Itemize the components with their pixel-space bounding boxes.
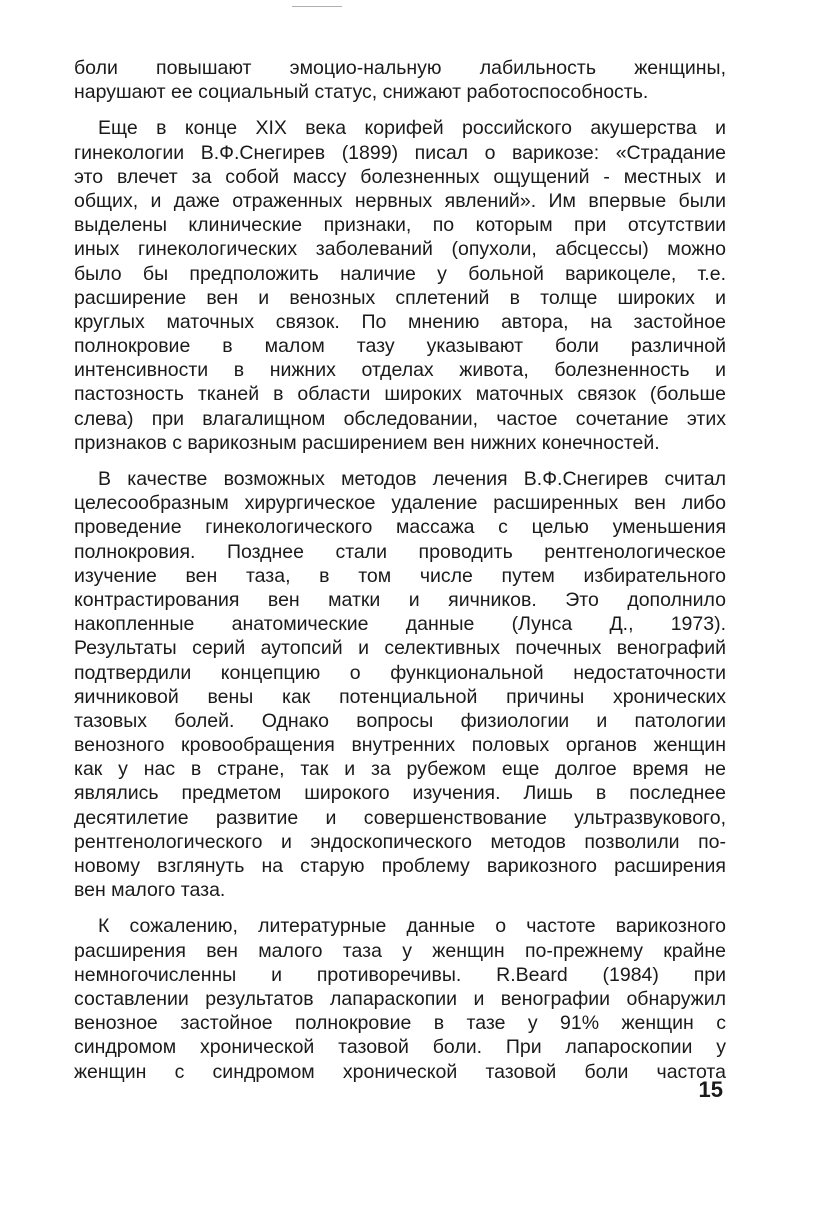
text-line: иных гинекологических заболеваний (опухоли, абсцессы) можно — [74, 238, 726, 261]
page-body — [74, 56, 726, 1084]
text-line: яичниковой вены как потенциальной причины хронических — [74, 685, 726, 708]
text-line: тазовых болей. Однако вопросы физиологии и патологии — [74, 709, 726, 732]
text-line: расширения вен малого таза у женщин по-прежнему крайне — [74, 939, 726, 962]
text-line: венозное застойное полнокровие в тазе у 91% женщин с — [74, 1012, 726, 1035]
text-line: контрастирования вен матки и яичников. Это дополнило — [74, 588, 726, 611]
top-rule — [292, 6, 342, 7]
text-line: рентгенологического и эндоскопического методов позволили по- — [74, 830, 726, 853]
text-line: вен малого таза. — [74, 879, 226, 902]
paragraph-2 — [74, 116, 726, 455]
text-line: слева) при влагалищном обследовании, частое сочетание этих — [74, 407, 726, 430]
text-line: признаков с варикозным расширением вен нижних конечностей. — [74, 431, 660, 454]
text-line: целесообразным хирургическое удаление расширенных вен либо — [74, 492, 726, 515]
text-line: как у нас в стране, так и за рубежом еще долгое время не — [74, 758, 726, 781]
text-line: новому взглянуть на старую проблему варикозного расширения — [74, 855, 726, 877]
text-line: полнокровия. Позднее стали проводить рентгенологическое — [74, 540, 726, 563]
text-line: полнокровие в малом тазу указывают боли различной — [74, 335, 726, 358]
text-line: десятилетие развитие и совершенствование ультразвукового, — [74, 806, 726, 829]
text-line: подтвердили концепцию о функциональной недостаточности — [74, 661, 726, 684]
text-line: Еще в конце XIX века корифей российского акушерства и — [98, 117, 726, 140]
paragraph-3 — [74, 467, 726, 902]
text-line: нарушают ее социальный статус, снижают работоспособность. — [74, 81, 649, 104]
text-line: гинекологии В.Ф.Снегирев (1899) писал о варикозе: «Страдание — [74, 141, 726, 164]
text-line: синдромом хронической тазовой боли. При лапароскопии у — [74, 1036, 726, 1059]
text-line: составлении результатов лапараскопии и венографии обнаружил — [74, 987, 726, 1010]
page-number: 15 — [698, 1077, 723, 1102]
text-line: проведение гинекологического массажа с целью уменьшения — [74, 516, 726, 539]
text-line: Результаты серий аутопсий и селективных почечных венографий — [74, 637, 726, 660]
text-line: было бы предположить наличие у больной варикоцеле, т.е. — [74, 262, 726, 285]
text-line: круглых маточных связок. По мнению автора, на застойное — [74, 310, 726, 333]
text-line: женщин с синдромом хронической тазовой боли частота — [74, 1060, 726, 1083]
text-line: расширение вен и венозных сплетений в толще широких и — [74, 286, 726, 309]
text-line: интенсивности в нижних отделах живота, болезненность и — [74, 359, 726, 382]
text-line: боли повышают эмоцио-нальную лабильность женщины, — [74, 57, 726, 79]
text-line: это влечет за собой массу болезненных ощущений - местных и — [74, 165, 726, 188]
text-line: накопленные анатомические данные (Лунса Д., 1973). — [74, 613, 726, 636]
paragraph-4 — [74, 914, 726, 1083]
text-line: являлись предметом широкого изучения. Лишь в последнее — [74, 782, 726, 805]
text-line: изучение вен таза, в том числе путем избирательного — [74, 564, 726, 587]
text-line: выделены клинические признаки, по которым при отсутствии — [74, 214, 726, 237]
text-line: общих, и даже отраженных нервных явлений». Им впервые были — [74, 189, 726, 212]
text-line: немногочисленны и противоречивы. R.Beard (1984) при — [74, 963, 726, 986]
paragraph-1 — [74, 56, 726, 104]
text-line: К сожалению, литературные данные о частоте варикозного — [98, 915, 726, 938]
text-line: венозного кровообращения внутренних половых органов женщин — [74, 734, 726, 757]
text-line: В качестве возможных методов лечения В.Ф.Снегирев считал — [98, 468, 726, 490]
text-line: пастозность тканей в области широких маточных связок (больше — [74, 383, 726, 406]
